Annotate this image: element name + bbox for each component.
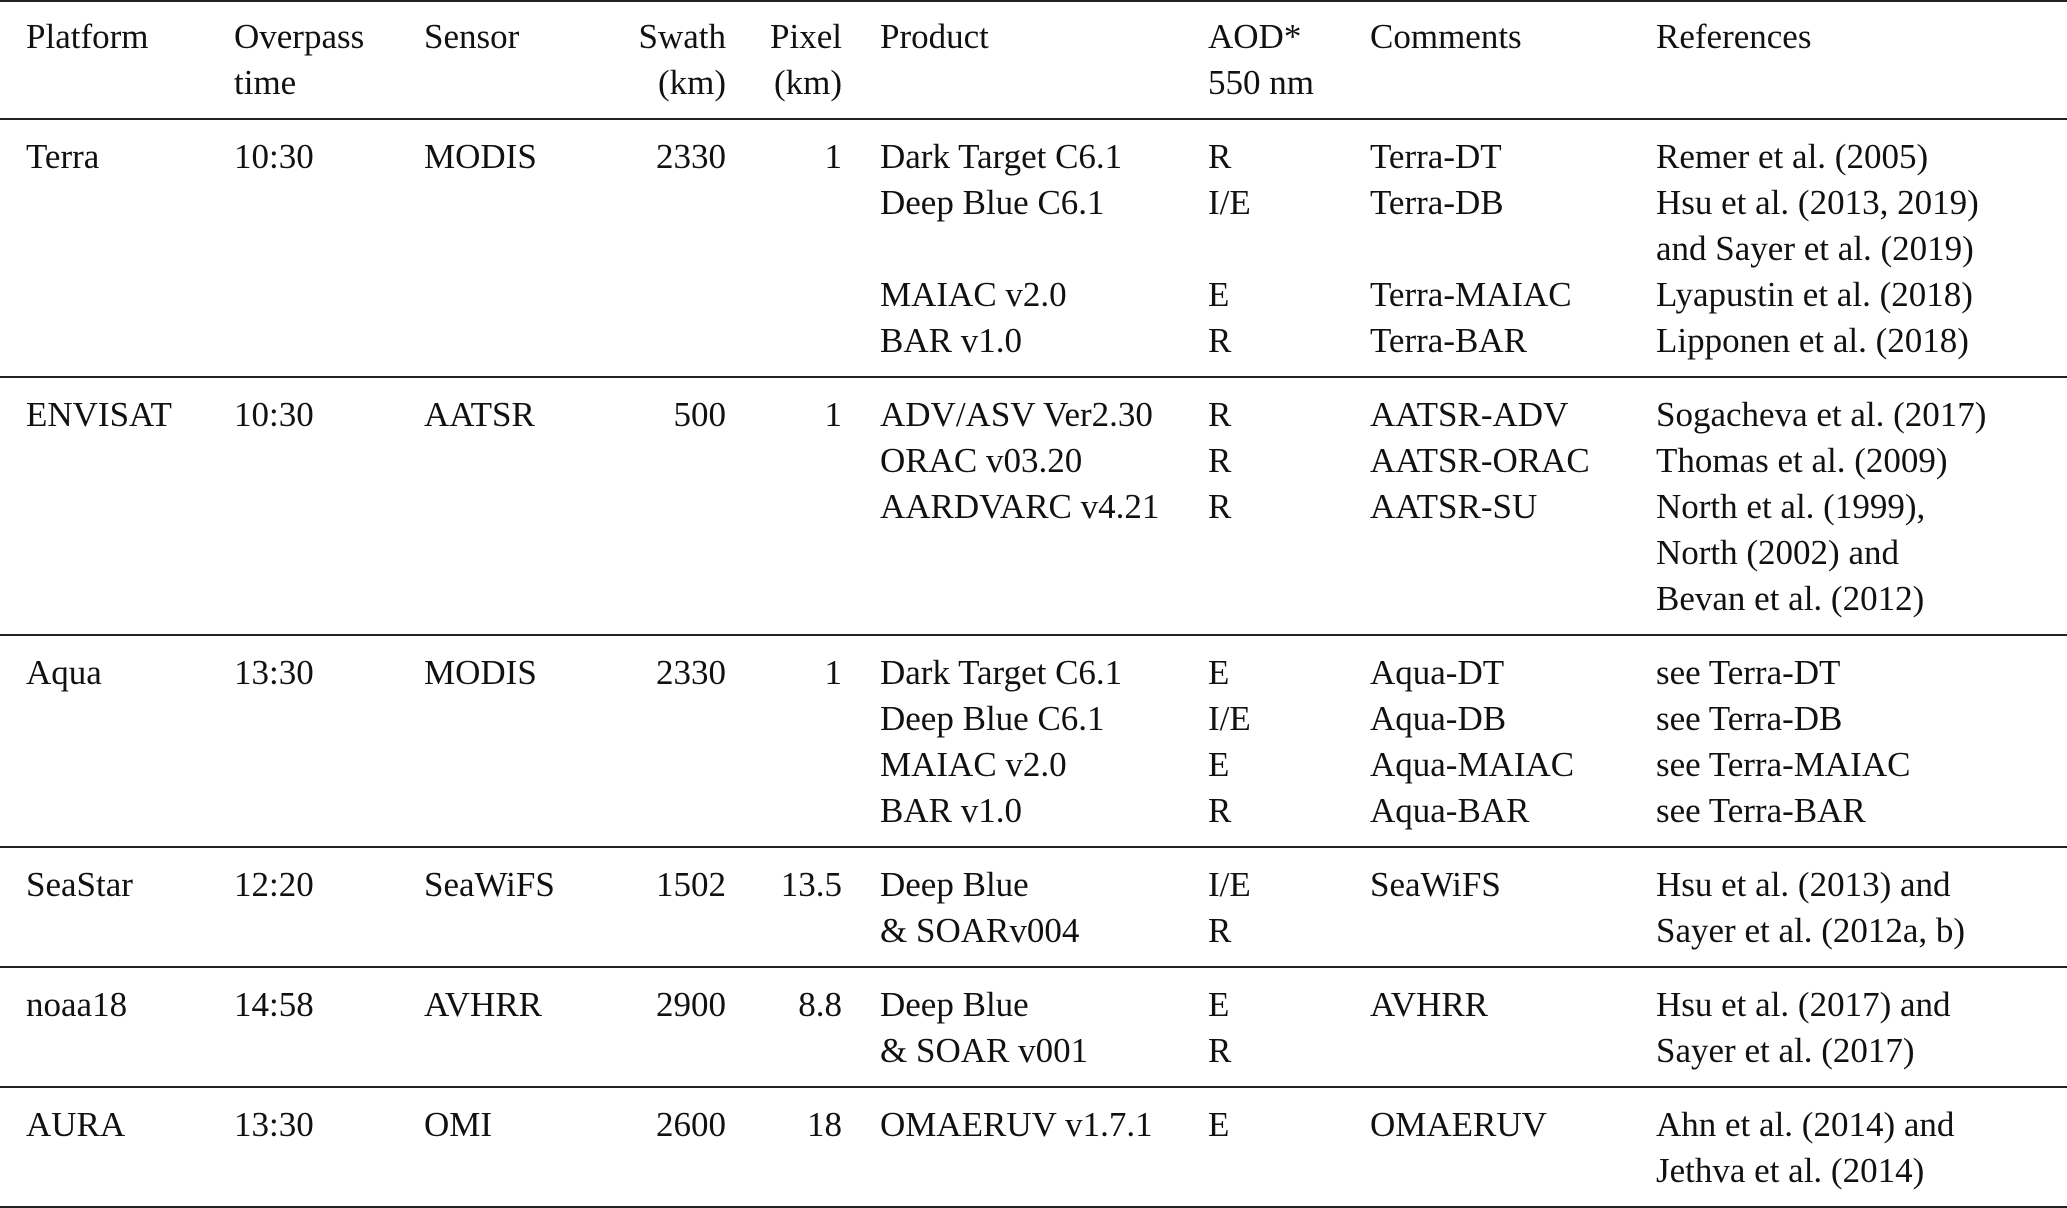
header-references: References — [1656, 17, 1812, 56]
cell-swath: 2600 — [656, 1105, 726, 1144]
cell-references — [1656, 484, 2067, 635]
cell-platform — [0, 438, 234, 484]
cell-swath — [610, 788, 732, 847]
cell-overpass-time: 12:20 — [234, 865, 314, 904]
cell-platform — [0, 696, 234, 742]
cell-platform: SeaStar — [26, 865, 133, 904]
cell-pixel: 8.8 — [798, 985, 842, 1024]
cell-overpass-time: 13:30 — [234, 653, 314, 692]
cell-references — [1656, 438, 2067, 484]
header-swath — [610, 1, 732, 119]
cell-swath — [610, 272, 732, 318]
cell-references — [1656, 1087, 2067, 1207]
cell-pixel: 18 — [807, 1105, 842, 1144]
cell-swath — [610, 484, 732, 635]
cell-references — [1656, 1028, 2067, 1087]
cell-pixel — [732, 484, 858, 635]
reference-line: see Terra-DT — [1656, 653, 1841, 692]
cell-sensor: AATSR — [424, 395, 535, 434]
cell-platform: ENVISAT — [26, 395, 172, 434]
cell-sensor: AVHRR — [424, 985, 543, 1024]
header-pixel — [732, 1, 858, 119]
cell-pixel: 1 — [824, 653, 842, 692]
cell-swath — [610, 742, 732, 788]
table-row — [0, 696, 2067, 742]
cell-comment — [1370, 1028, 1656, 1087]
cell-swath: 500 — [673, 395, 726, 434]
reference-line: Jethva et al. (2014) — [1656, 1151, 1925, 1190]
reference-line: and Sayer et al. (2019) — [1656, 229, 1974, 268]
table-row — [0, 635, 2067, 696]
cell-overpass-time — [234, 438, 424, 484]
platform-group — [0, 119, 2067, 377]
cell-references — [1656, 847, 2067, 908]
cell-pixel: 13.5 — [780, 865, 842, 904]
cell-sensor — [424, 788, 610, 847]
header-aod — [1208, 1, 1370, 119]
cell-overpass-time — [234, 180, 424, 272]
table-row — [0, 1028, 2067, 1087]
platform-group — [0, 1087, 2067, 1207]
cell-overpass-time — [234, 1028, 424, 1087]
table-row — [0, 742, 2067, 788]
cell-platform — [0, 484, 234, 635]
table-row — [0, 318, 2067, 377]
cell-overpass-time — [234, 742, 424, 788]
table-row — [0, 908, 2067, 967]
cell-pixel: 1 — [824, 137, 842, 176]
cell-product: Dark Target C6.1 — [880, 137, 1123, 176]
cell-overpass-time — [234, 696, 424, 742]
table-row — [0, 119, 2067, 180]
cell-pixel — [732, 318, 858, 377]
cell-platform: AURA — [26, 1105, 126, 1144]
table-row — [0, 377, 2067, 438]
cell-comment: Aqua-MAIAC — [1370, 745, 1575, 784]
cell-aod: R — [1208, 791, 1232, 830]
cell-product: AARDVARC v4.21 — [880, 487, 1160, 526]
cell-comment: AATSR-ADV — [1370, 395, 1569, 434]
header-pixel-line2: (km) — [773, 63, 842, 102]
cell-overpass-time: 10:30 — [234, 395, 314, 434]
header-pixel-line1: Pixel — [770, 17, 842, 56]
header-overpass-line2: time — [234, 63, 297, 102]
cell-comment: Aqua-DB — [1370, 699, 1507, 738]
cell-swath — [610, 180, 732, 272]
cell-comment: Terra-BAR — [1370, 321, 1527, 360]
cell-overpass-time — [234, 484, 424, 635]
cell-aod: E — [1208, 745, 1230, 784]
cell-comment: SeaWiFS — [1370, 865, 1501, 904]
cell-comment: AATSR-ORAC — [1370, 441, 1590, 480]
table-row — [0, 1087, 2067, 1207]
reference-line: see Terra-MAIAC — [1656, 745, 1911, 784]
cell-sensor — [424, 1028, 610, 1087]
cell-swath — [610, 438, 732, 484]
cell-overpass-time — [234, 272, 424, 318]
cell-aod: R — [1208, 911, 1232, 950]
reference-line: Lipponen et al. (2018) — [1656, 321, 1969, 360]
cell-sensor — [424, 438, 610, 484]
header-swath-line2: (km) — [657, 63, 726, 102]
cell-aod: R — [1208, 395, 1232, 434]
platform-group — [0, 377, 2067, 635]
cell-aod: E — [1208, 985, 1230, 1024]
cell-references — [1656, 788, 2067, 847]
platform-group — [0, 967, 2067, 1087]
cell-platform: Terra — [26, 137, 100, 176]
cell-pixel — [732, 788, 858, 847]
cell-sensor: OMI — [424, 1105, 493, 1144]
cell-platform: noaa18 — [26, 985, 128, 1024]
reference-line: Hsu et al. (2013, 2019) — [1656, 183, 1979, 222]
table-row — [0, 180, 2067, 272]
cell-references — [1656, 908, 2067, 967]
reference-line: Bevan et al. (2012) — [1656, 579, 1925, 618]
cell-sensor — [424, 484, 610, 635]
cell-references — [1656, 696, 2067, 742]
cell-product: Deep Blue — [880, 985, 1029, 1024]
cell-references — [1656, 377, 2067, 438]
cell-comment: Terra-MAIAC — [1370, 275, 1572, 314]
cell-pixel: 1 — [824, 395, 842, 434]
cell-comment: AATSR-SU — [1370, 487, 1538, 526]
cell-references — [1656, 119, 2067, 180]
cell-pixel — [732, 438, 858, 484]
table-row — [0, 272, 2067, 318]
reference-line: North et al. (1999), — [1656, 487, 1926, 526]
reference-line: see Terra-BAR — [1656, 791, 1866, 830]
cell-comment — [1370, 908, 1656, 967]
cell-product: MAIAC v2.0 — [880, 745, 1067, 784]
cell-product: MAIAC v2.0 — [880, 275, 1067, 314]
cell-product: Deep Blue C6.1 — [880, 699, 1105, 738]
reference-line: Lyapustin et al. (2018) — [1656, 275, 1973, 314]
cell-overpass-time: 10:30 — [234, 137, 314, 176]
cell-swath: 2330 — [656, 137, 726, 176]
header-aod-line2: 550 nm — [1208, 63, 1314, 102]
cell-platform — [0, 318, 234, 377]
cell-references — [1656, 635, 2067, 696]
table-row — [0, 438, 2067, 484]
cell-product: & SOAR v001 — [880, 1031, 1089, 1070]
reference-line: Sayer et al. (2012a, b) — [1656, 911, 1966, 950]
cell-pixel — [732, 1028, 858, 1087]
cell-pixel — [732, 742, 858, 788]
reference-line: Hsu et al. (2017) and — [1656, 985, 1951, 1024]
cell-pixel — [732, 696, 858, 742]
cell-pixel — [732, 908, 858, 967]
cell-aod: I/E — [1208, 865, 1251, 904]
cell-platform — [0, 1028, 234, 1087]
header-product: Product — [880, 17, 989, 56]
cell-product: Deep Blue — [880, 865, 1029, 904]
cell-aod: I/E — [1208, 183, 1251, 222]
cell-overpass-time: 14:58 — [234, 985, 314, 1024]
cell-aod: E — [1208, 1105, 1230, 1144]
reference-line: Ahn et al. (2014) and — [1656, 1105, 1955, 1144]
cell-product: & SOARv004 — [880, 911, 1080, 950]
reference-line: see Terra-DB — [1656, 699, 1843, 738]
cell-product: OMAERUV v1.7.1 — [880, 1105, 1153, 1144]
cell-product: ORAC v03.20 — [880, 441, 1083, 480]
header-swath-line1: Swath — [638, 17, 726, 56]
cell-aod: R — [1208, 321, 1232, 360]
cell-comment: AVHRR — [1370, 985, 1489, 1024]
cell-sensor — [424, 180, 610, 272]
reference-line: Remer et al. (2005) — [1656, 137, 1929, 176]
cell-sensor: MODIS — [424, 653, 537, 692]
cell-swath: 2330 — [656, 653, 726, 692]
cell-swath — [610, 696, 732, 742]
header-platform: Platform — [26, 17, 149, 56]
platform-group — [0, 847, 2067, 967]
cell-comment: Aqua-DT — [1370, 653, 1505, 692]
cell-product: BAR v1.0 — [880, 321, 1022, 360]
reference-line: Thomas et al. (2009) — [1656, 441, 1948, 480]
cell-product: Deep Blue C6.1 — [880, 183, 1105, 222]
cell-aod: E — [1208, 653, 1230, 692]
table-row — [0, 484, 2067, 635]
cell-references — [1656, 318, 2067, 377]
cell-comment: Terra-DT — [1370, 137, 1502, 176]
cell-sensor: MODIS — [424, 137, 537, 176]
cell-platform: Aqua — [26, 653, 102, 692]
cell-overpass-time — [234, 318, 424, 377]
cell-aod: R — [1208, 441, 1232, 480]
cell-sensor — [424, 318, 610, 377]
cell-pixel — [732, 180, 858, 272]
cell-sensor — [424, 908, 610, 967]
cell-sensor: SeaWiFS — [424, 865, 555, 904]
cell-comment: Terra-DB — [1370, 183, 1504, 222]
table-row — [0, 788, 2067, 847]
cell-references — [1656, 272, 2067, 318]
header-comments: Comments — [1370, 17, 1522, 56]
reference-line: Hsu et al. (2013) and — [1656, 865, 1951, 904]
cell-aod: R — [1208, 137, 1232, 176]
cell-sensor — [424, 696, 610, 742]
header-sensor: Sensor — [424, 17, 520, 56]
header-aod-line1: AOD* — [1208, 17, 1302, 56]
cell-aod: E — [1208, 275, 1230, 314]
cell-platform — [0, 272, 234, 318]
cell-swath: 1502 — [656, 865, 726, 904]
cell-aod: I/E — [1208, 699, 1251, 738]
cell-swath — [610, 318, 732, 377]
header-overpass-time — [234, 1, 424, 119]
cell-overpass-time — [234, 788, 424, 847]
cell-sensor — [424, 272, 610, 318]
cell-aod: R — [1208, 1031, 1232, 1070]
table-row — [0, 967, 2067, 1028]
cell-comment: Aqua-BAR — [1370, 791, 1530, 830]
cell-product: Dark Target C6.1 — [880, 653, 1123, 692]
cell-sensor — [424, 742, 610, 788]
cell-platform — [0, 742, 234, 788]
cell-aod: R — [1208, 487, 1232, 526]
cell-comment: OMAERUV — [1370, 1105, 1547, 1144]
header-overpass-line1: Overpass — [234, 17, 365, 56]
platform-group — [0, 635, 2067, 847]
cell-overpass-time — [234, 908, 424, 967]
cell-swath: 2900 — [656, 985, 726, 1024]
cell-pixel — [732, 272, 858, 318]
cell-product: ADV/ASV Ver2.30 — [880, 395, 1153, 434]
cell-product: BAR v1.0 — [880, 791, 1022, 830]
cell-references — [1656, 180, 2067, 272]
cell-references — [1656, 742, 2067, 788]
reference-line: Sayer et al. (2017) — [1656, 1031, 1915, 1070]
cell-overpass-time: 13:30 — [234, 1105, 314, 1144]
cell-platform — [0, 908, 234, 967]
table-header — [0, 1, 2067, 119]
cell-swath — [610, 908, 732, 967]
cell-platform — [0, 788, 234, 847]
reference-line: North (2002) and — [1656, 533, 1900, 572]
reference-line: Sogacheva et al. (2017) — [1656, 395, 1987, 434]
cell-references — [1656, 967, 2067, 1028]
cell-swath — [610, 1028, 732, 1087]
header-row — [0, 1, 2067, 119]
table-row — [0, 847, 2067, 908]
cell-platform — [0, 180, 234, 272]
